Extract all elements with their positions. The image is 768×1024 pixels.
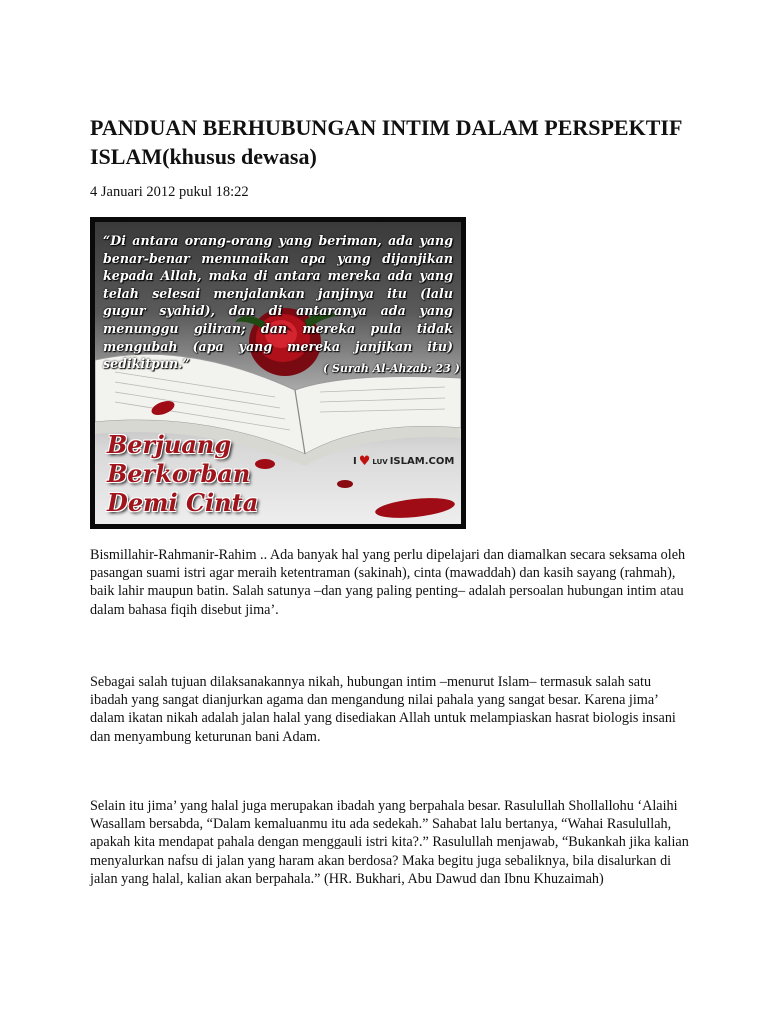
- article-image: [90, 217, 466, 529]
- heart-icon: ♥: [358, 454, 371, 469]
- surah-reference: ( Surah Al-Ahzab: 23 ): [323, 362, 460, 375]
- logo-heart-text: LUV: [372, 457, 388, 466]
- paragraph-3: Selain itu jima’ yang halal juga merupakan ibadah yang berpahala besar. Rasulullah Shollallohu ‘Alaihi Wasallam bersabda, “Dalam kemaluanmu itu ada sedekah.” Sahabat lalu bertanya, “Wahai Rasulullah, apakah kita mendapat pahala dengan menggauli istri kita?.” Rasulullah menjawab, “Bukankah jika kalian menyalurkan nafsu di jalan yang haram akan berdosa? Maka begitu juga sebaliknya, bila disalurkan di jalan yang halal, kalian akan berpahala.” (HR. Bukhari, Abu Dawud dan Ibnu Khuzaimah): [90, 798, 689, 887]
- paragraph-1: Bismillahir-Rahmanir-Rahim .. Ada banyak hal yang perlu dipelajari dan diamalkan secara seksama oleh pasangan suami istri agar meraih ketentraman (sakinah), cinta (mawaddah) dan kasih sayang (rahmah), baik lahir maupun batin. Salah satunya –dan yang paling penting– adalah persoalan hubungan intim atau dalam bahasa fiqih disebut jima’.: [90, 547, 686, 618]
- logo-site: ISLAM.COM: [389, 456, 455, 467]
- article-title: PANDUAN BERHUBUNGAN INTIM DALAM PERSPEKTIF ISLAM(khusus dewasa): [90, 115, 682, 169]
- paragraph-2: Sebagai salah tujuan dilaksanakannya nikah, hubungan intim –menurut Islam– termasuk salah satu ibadah yang sangat dianjurkan agama dan mengandung nilai pahala yang sangat besar. Karena jima’ dalam ikatan nikah adalah jalan halal yang disediakan Allah untuk melampiaskan hasrat biologis insani dan menyambung keturunan bani Adam.: [90, 674, 676, 745]
- article-date: 4 Januari 2012 pukul 18:22: [90, 184, 249, 200]
- slogan: [107, 430, 258, 517]
- iluvislam-logo: [353, 454, 454, 469]
- logo-prefix: I: [353, 456, 357, 467]
- slogan-line-1: Berjuang: [107, 430, 232, 459]
- image-background: [95, 222, 461, 524]
- slogan-line-3: Demi Cinta: [107, 488, 259, 517]
- slogan-line-2: Berkorban: [107, 459, 251, 488]
- quote-text: “Di antara orang-orang yang beriman, ada yang benar-benar menunaikan apa yang dijanjikan kepada Allah, maka di antara mereka ada yang telah selesai menjalankan janjinya itu (lalu gugur syahid), dan di antaranya ada yang menunggu giliran; dan mereka pula tidak mengubah (apa yang mereka janjikan itu) sedikitpun.”: [103, 233, 453, 372]
